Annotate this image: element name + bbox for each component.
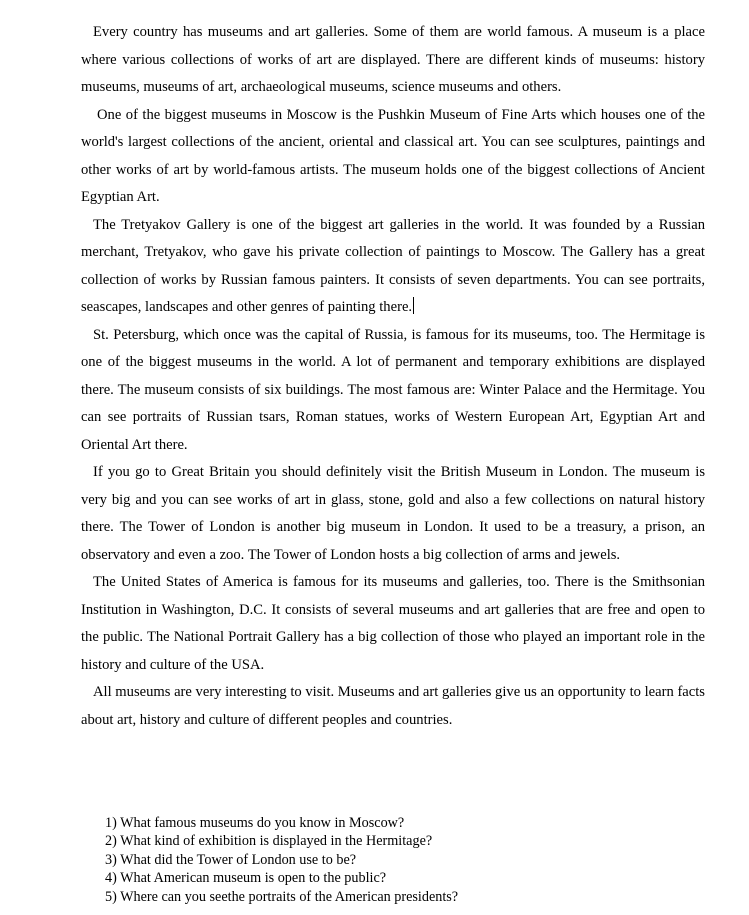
document-body (81, 19, 705, 734)
paragraph-usa-museums: The United States of America is famous for its museums and galleries, too. There is the Smithsonian Institution in Washington, D.C. It consists of several museums and art galleries that are free and open to the public. The National Portrait Gallery has a big collection of those who played an important role in the history and culture of the USA. (81, 574, 705, 673)
question-item: 5) Where can you seethe portraits of the American presidents? (105, 888, 459, 905)
paragraph-pushkin-museum: One of the biggest museums in Moscow is the Pushkin Museum of Fine Arts which houses one of the world's largest collections of the ancient, oriental and classical art. You can see sculptures, paintings and other works of art by world-famous artists. The museum holds one of the biggest collections of Ancient Egyptian Art. (81, 106, 705, 205)
question-item: 1) What famous museums do you know in Moscow? (105, 815, 405, 831)
paragraph-hermitage: St. Petersburg, which once was the capital of Russia, is famous for its museums, too. The Hermitage is one of the biggest museums in the world. A lot of permanent and temporary exhibitions are displayed there. The museum consists of six buildings. The most famous are: Winter Palace and the Hermitage. You can see portraits of Russian tsars, Roman statues, works of Western European Art, Egyptian Art and Oriental Art there. (81, 326, 705, 453)
paragraph-museums-intro: Every country has museums and art galleries. Some of them are world famous. A museum is a place where various collections of works of art are displayed. There are different kinds of museums: history museums, museums of art, archaeological museums, science museums and others. (81, 24, 705, 95)
paragraph-conclusion: All museums are very interesting to visit. Museums and art galleries give us an opportunity to learn facts about art, history and culture of different peoples and countries. (81, 684, 705, 728)
question-item: 2) What kind of exhibition is displayed in the Hermitage? (105, 833, 433, 850)
text-cursor (413, 297, 414, 314)
paragraph-tretyakov-gallery (81, 212, 705, 322)
question-item: 4) What American museum is open to the public? (105, 870, 387, 887)
paragraph-tretyakov-text: The Tretyakov Gallery is one of the biggest art galleries in the world. It was founded by a Russian merchant, Tretyakov, who gave his private collection of paintings to Moscow. The Gallery has a great collection of works by Russian famous painters. It consists of seven departments. You can see portraits, seascapes, landscapes and other genres of painting there. (81, 216, 705, 315)
question-item: 3) What did the Tower of London use to be? (105, 851, 357, 868)
paragraph-british-museum: If you go to Great Britain you should definitely visit the British Museum in London. The museum is very big and you can see works of art in glass, stone, gold and also a few collections on natural history there. The Tower of London is another big museum in London. It used to be a treasury, a prison, an observatory and even a zoo. The Tower of London hosts a big collection of arms and jewels. (81, 464, 705, 563)
questions-list (105, 814, 725, 906)
